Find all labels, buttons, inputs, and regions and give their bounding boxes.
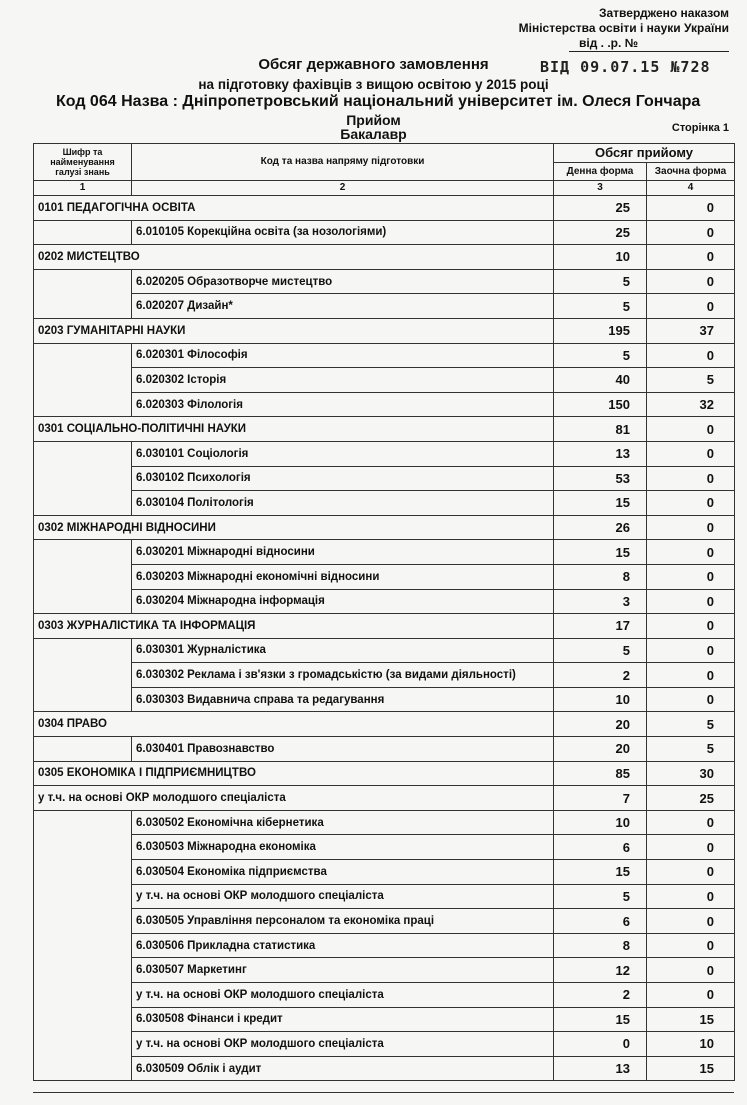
extramural-form-value: 0 [647, 441, 735, 466]
extramural-form-value: 0 [647, 294, 735, 319]
table-row [34, 835, 735, 860]
table-row [34, 589, 735, 614]
document-subtitle: на підготовку фахівців з вищою освітою у 2015 році [198, 77, 549, 92]
day-form-value: 15 [554, 1007, 647, 1032]
day-form-value: 10 [554, 810, 647, 835]
extramural-form-value: 0 [647, 196, 735, 221]
table-row [34, 638, 735, 663]
document-title: Обсяг державного замовлення [258, 56, 489, 73]
extramural-form-value: 0 [647, 614, 735, 639]
day-form-value: 7 [554, 786, 647, 811]
table-row [34, 245, 735, 270]
table-row [34, 663, 735, 688]
extramural-form-value: 0 [647, 835, 735, 860]
empty-field-cell [34, 540, 132, 614]
day-form-value: 2 [554, 663, 647, 688]
registration-stamp: ВІД 09.07.15 №728 [540, 58, 711, 76]
program-cell: 6.010105 Корекційна освіта (за нозологіями) [132, 220, 554, 245]
table-row [34, 884, 735, 909]
empty-field-cell [34, 220, 132, 245]
table-row [34, 515, 735, 540]
table-row [34, 564, 735, 589]
field-of-knowledge-cell: 0304 ПРАВО [34, 712, 554, 737]
extramural-form-value: 0 [647, 687, 735, 712]
table-row [34, 1056, 735, 1081]
table-row [34, 1007, 735, 1032]
field-of-knowledge-cell: 0203 ГУМАНІТАРНІ НАУКИ [34, 318, 554, 343]
table-row [34, 540, 735, 565]
extramural-form-value: 0 [647, 983, 735, 1008]
extramural-form-value: 30 [647, 761, 735, 786]
extramural-form-value: 15 [647, 1056, 735, 1081]
page-number: Сторінка 1 [671, 122, 729, 134]
table-row [34, 318, 735, 343]
table-row [34, 786, 735, 811]
extramural-form-value: 0 [647, 540, 735, 565]
admission-heading [0, 113, 747, 141]
admission-table [33, 143, 735, 1081]
extramural-form-value: 0 [647, 343, 735, 368]
program-cell: 6.030509 Облік і аудит [132, 1056, 554, 1081]
table-row [34, 368, 735, 393]
table-row [34, 491, 735, 516]
day-form-value: 150 [554, 392, 647, 417]
extramural-form-value: 0 [647, 417, 735, 442]
program-cell: 6.020301 Філософія [132, 343, 554, 368]
col-number: 4 [647, 181, 735, 196]
extramural-form-value: 0 [647, 663, 735, 688]
day-form-value: 5 [554, 638, 647, 663]
table-row [34, 220, 735, 245]
table-row [34, 614, 735, 639]
table-row [34, 417, 735, 442]
table-row [34, 933, 735, 958]
table-row [34, 269, 735, 294]
day-form-value: 5 [554, 343, 647, 368]
table-row [34, 860, 735, 885]
extramural-form-value: 25 [647, 786, 735, 811]
program-cell: у т.ч. на основі ОКР молодшого спеціаліста [132, 1032, 554, 1057]
extramural-form-value: 0 [647, 491, 735, 516]
approval-line-1: Затверджено наказом [598, 6, 729, 20]
field-of-knowledge-cell: 0302 МІЖНАРОДНІ ВІДНОСИНИ [34, 515, 554, 540]
empty-field-cell [34, 269, 132, 318]
extramural-form-value: 0 [647, 884, 735, 909]
program-cell: 6.030204 Міжнародна інформація [132, 589, 554, 614]
col-header-volume: Обсяг прийому [554, 144, 735, 163]
extramural-form-value: 10 [647, 1032, 735, 1057]
day-form-value: 40 [554, 368, 647, 393]
program-cell: 6.030303 Видавнича справа та редагування [132, 687, 554, 712]
program-cell: 6.020207 Дизайн* [132, 294, 554, 319]
day-form-value: 85 [554, 761, 647, 786]
extramural-form-value: 37 [647, 318, 735, 343]
program-cell: у т.ч. на основі ОКР молодшого спеціаліста [132, 884, 554, 909]
table-row [34, 294, 735, 319]
table-row [34, 1032, 735, 1057]
day-form-value: 20 [554, 737, 647, 762]
extramural-form-value: 32 [647, 392, 735, 417]
day-form-value: 25 [554, 196, 647, 221]
day-form-value: 10 [554, 245, 647, 270]
table-row [34, 737, 735, 762]
page-bottom-rule [33, 1092, 734, 1093]
day-form-value: 17 [554, 614, 647, 639]
day-form-value: 6 [554, 909, 647, 934]
table-row [34, 909, 735, 934]
extramural-form-value: 0 [647, 245, 735, 270]
day-form-value: 15 [554, 491, 647, 516]
day-form-value: 10 [554, 687, 647, 712]
table-row [34, 810, 735, 835]
program-cell: 6.030401 Правознавство [132, 737, 554, 762]
program-cell: 6.030505 Управління персоналом та економіка праці [132, 909, 554, 934]
day-form-value: 13 [554, 1056, 647, 1081]
table-row [34, 466, 735, 491]
empty-field-cell [34, 737, 132, 762]
field-of-knowledge-cell: 0101 ПЕДАГОГІЧНА ОСВІТА [34, 196, 554, 221]
program-cell: 6.020303 Філологія [132, 392, 554, 417]
extramural-form-value: 0 [647, 220, 735, 245]
empty-field-cell [34, 638, 132, 712]
day-form-value: 13 [554, 441, 647, 466]
degree-level: Бакалавр [340, 126, 407, 142]
university-code-line: Код 064 Назва : Дніпропетровський національний університет ім. Олеся Гончара [56, 93, 701, 110]
field-of-knowledge-cell: у т.ч. на основі ОКР молодшого спеціаліста [34, 786, 554, 811]
empty-field-cell [34, 343, 132, 417]
field-of-knowledge-cell: 0303 ЖУРНАЛІСТИКА ТА ІНФОРМАЦІЯ [34, 614, 554, 639]
extramural-form-value: 0 [647, 933, 735, 958]
col-header-day: Денна форма [554, 163, 647, 181]
extramural-form-value: 5 [647, 737, 735, 762]
extramural-form-value: 15 [647, 1007, 735, 1032]
program-cell: 6.020302 Історія [132, 368, 554, 393]
extramural-form-value: 0 [647, 515, 735, 540]
extramural-form-value: 0 [647, 860, 735, 885]
extramural-form-value: 0 [647, 466, 735, 491]
program-cell: 6.030507 Маркетинг [132, 958, 554, 983]
approval-line-3: від . .р. № [569, 36, 729, 52]
table-row [34, 392, 735, 417]
table-row [34, 441, 735, 466]
table-row [34, 343, 735, 368]
col-header-extramural: Заочна форма [647, 163, 735, 181]
table-row [34, 761, 735, 786]
col-header-field: Шифр та найменування галузі знань [34, 144, 132, 181]
day-form-value: 8 [554, 564, 647, 589]
day-form-value: 195 [554, 318, 647, 343]
admission-label: Прийом [346, 112, 401, 128]
extramural-form-value: 0 [647, 269, 735, 294]
program-cell: 6.030503 Міжнародна економіка [132, 835, 554, 860]
column-number-row [34, 181, 735, 196]
day-form-value: 0 [554, 1032, 647, 1057]
col-number: 3 [554, 181, 647, 196]
approval-block [519, 6, 729, 52]
extramural-form-value: 5 [647, 712, 735, 737]
extramural-form-value: 0 [647, 958, 735, 983]
program-cell: 6.020205 Образотворче мистецтво [132, 269, 554, 294]
table-row [34, 196, 735, 221]
program-cell: у т.ч. на основі ОКР молодшого спеціаліста [132, 983, 554, 1008]
program-cell: 6.030508 Фінанси і кредит [132, 1007, 554, 1032]
program-cell: 6.030102 Психологія [132, 466, 554, 491]
program-cell: 6.030506 Прикладна статистика [132, 933, 554, 958]
day-form-value: 25 [554, 220, 647, 245]
program-cell: 6.030502 Економічна кібернетика [132, 810, 554, 835]
program-cell: 6.030302 Реклама і зв'язки з громадськістю (за видами діяльності) [132, 663, 554, 688]
day-form-value: 3 [554, 589, 647, 614]
col-number: 1 [34, 181, 132, 196]
program-cell: 6.030301 Журналістика [132, 638, 554, 663]
extramural-form-value: 0 [647, 909, 735, 934]
col-header-program: Код та назва напряму підготовки [132, 144, 554, 181]
table-row [34, 712, 735, 737]
day-form-value: 6 [554, 835, 647, 860]
extramural-form-value: 0 [647, 564, 735, 589]
program-cell: 6.030203 Міжнародні економічні відносини [132, 564, 554, 589]
table-body [34, 196, 735, 1081]
day-form-value: 81 [554, 417, 647, 442]
day-form-value: 53 [554, 466, 647, 491]
field-of-knowledge-cell: 0202 МИСТЕЦТВО [34, 245, 554, 270]
col-number: 2 [132, 181, 554, 196]
table-row [34, 983, 735, 1008]
field-of-knowledge-cell: 0301 СОЦІАЛЬНО-ПОЛІТИЧНІ НАУКИ [34, 417, 554, 442]
day-form-value: 2 [554, 983, 647, 1008]
table-header-row [34, 144, 735, 163]
extramural-form-value: 5 [647, 368, 735, 393]
approval-line-2: Міністерства освіти і науки України [518, 21, 729, 35]
program-cell: 6.030504 Економіка підприємства [132, 860, 554, 885]
extramural-form-value: 0 [647, 638, 735, 663]
empty-field-cell [34, 810, 132, 1081]
program-cell: 6.030104 Політологія [132, 491, 554, 516]
day-form-value: 8 [554, 933, 647, 958]
day-form-value: 20 [554, 712, 647, 737]
table-row [34, 687, 735, 712]
program-cell: 6.030101 Соціологія [132, 441, 554, 466]
day-form-value: 5 [554, 269, 647, 294]
day-form-value: 15 [554, 540, 647, 565]
table-row [34, 958, 735, 983]
extramural-form-value: 0 [647, 589, 735, 614]
program-cell: 6.030201 Міжнародні відносини [132, 540, 554, 565]
empty-field-cell [34, 441, 132, 515]
day-form-value: 5 [554, 294, 647, 319]
field-of-knowledge-cell: 0305 ЕКОНОМІКА І ПІДПРИЄМНИЦТВО [34, 761, 554, 786]
day-form-value: 5 [554, 884, 647, 909]
day-form-value: 26 [554, 515, 647, 540]
extramural-form-value: 0 [647, 810, 735, 835]
day-form-value: 12 [554, 958, 647, 983]
day-form-value: 15 [554, 860, 647, 885]
